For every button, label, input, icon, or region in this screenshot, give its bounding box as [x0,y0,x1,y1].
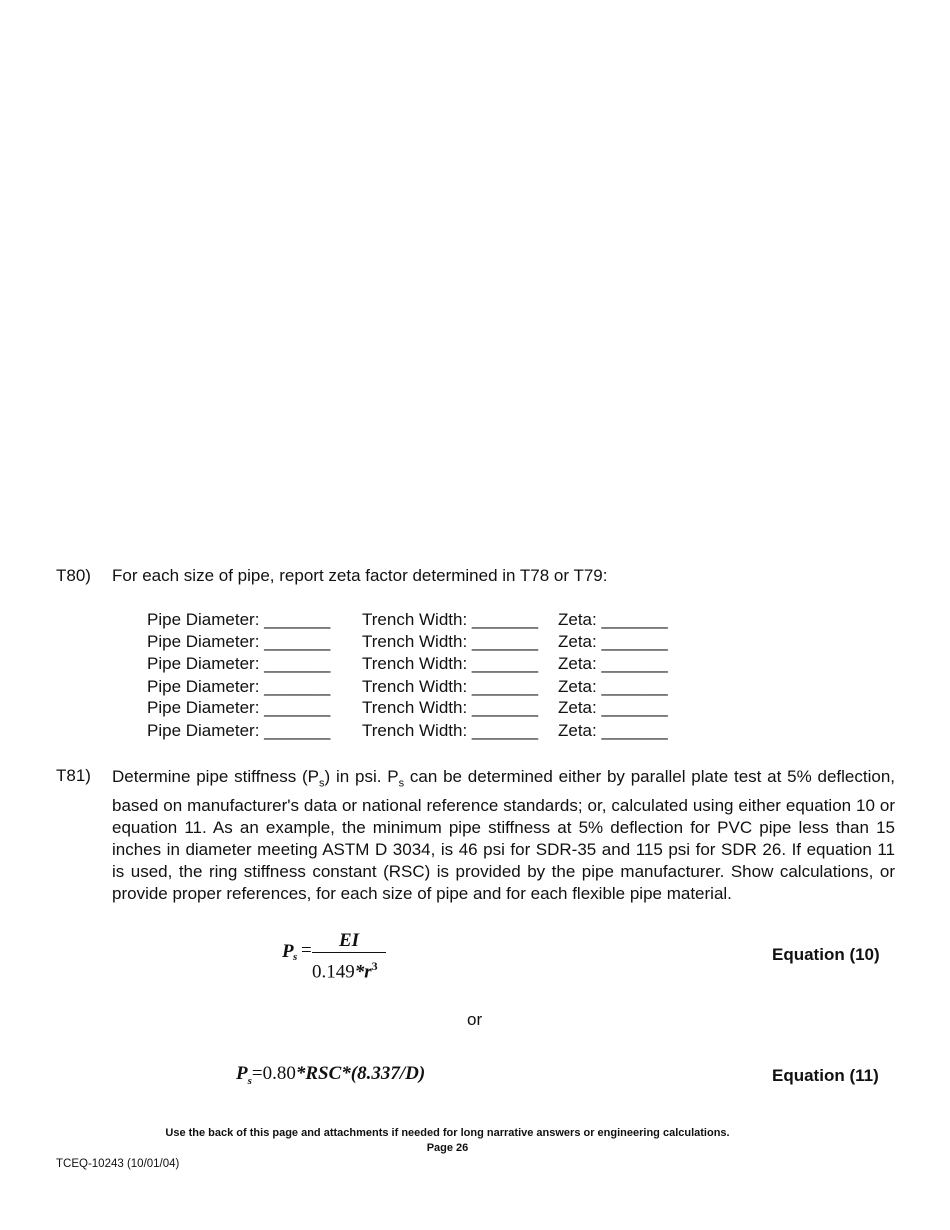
eq11-rsc: RSC [305,1063,342,1084]
eq10-den-var: r [364,961,372,983]
zeta-field: Zeta: _______ [558,721,668,740]
eq11-op2: * [341,1063,351,1084]
eq10-lhs-sub: s [293,951,298,963]
equation-10-label: Equation (10) [772,945,880,964]
eq11-op1: * [295,1063,306,1084]
eq10-denominator [312,959,378,983]
trench-width-field: Trench Width: _______ [362,698,539,717]
or-separator: or [467,1010,483,1029]
t81-intro-b: ) in psi. P [324,767,399,786]
zeta-field: Zeta: _______ [558,632,668,651]
trench-width-field: Trench Width: _______ [362,677,539,696]
document-id: TCEQ-10243 (10/01/04) [56,1158,180,1170]
question-text-t80: For each size of pipe, report zeta factor determined in T78 or T79: [112,566,608,585]
equation-11-label: Equation (11) [772,1066,879,1085]
eq10-numerator: EI [339,930,360,951]
pipe-diameter-field: Pipe Diameter: _______ [147,698,331,717]
pipe-diameter-field: Pipe Diameter: _______ [147,632,331,651]
pipe-diameter-field: Pipe Diameter: _______ [147,721,331,740]
pipe-diameter-field: Pipe Diameter: _______ [147,677,331,696]
fraction-bar [312,952,386,953]
eq11-paren: (8.337/D) [350,1063,426,1084]
zeta-field: Zeta: _______ [558,654,668,673]
t81-intro-sub: s [319,777,325,790]
eq10-den-num: 0.149 [312,961,355,983]
question-number-t80: T80) [56,566,91,585]
eq10-equals: = [301,940,312,961]
trench-width-field: Trench Width: _______ [362,654,539,673]
equation-10-formula [282,928,412,984]
t81-intro-a: Determine pipe stiffness (P [112,767,319,786]
question-text-t81 [112,766,895,906]
pipe-diameter-field: Pipe Diameter: _______ [147,654,331,673]
equation-11-formula [236,1063,425,1087]
footer-note: Use the back of this page and attachments if needed for long narrative answers or engineering calculations. [165,1127,730,1139]
eq11-lhs: P [236,1063,248,1084]
trench-width-field: Trench Width: _______ [362,721,539,740]
zeta-field: Zeta: _______ [558,677,668,696]
page-number: Page 26 [426,1142,469,1154]
zeta-field: Zeta: _______ [558,610,668,629]
question-number-t81: T81) [56,766,91,785]
eq10-lhs: P [282,941,294,962]
pipe-diameter-field: Pipe Diameter: _______ [147,610,331,629]
t81-intro-sub2: s [398,777,405,790]
eq11-const: =0.80 [251,1063,296,1084]
eq11-lhs-sub: s [247,1074,252,1087]
eq10-den-op: * [354,961,365,983]
eq10-den-exp: 3 [371,959,378,973]
trench-width-field: Trench Width: _______ [362,632,539,651]
zeta-field: Zeta: _______ [558,698,668,717]
trench-width-field: Trench Width: _______ [362,610,539,629]
t81-body: can be determined either by parallel plate test at 5% deflection, based on manufacturer's data or national reference standards; or, calculated using either equation 10 or equation 11. As an example, the minimum pipe stiffness at 5% deflection for PVC pipe less than 15 inches in diameter meeting ASTM D 3034, is 46 psi for SDR-35 and 115 psi for SDR 26. If equation 11 is used, the ring stiffness constant (RSC) is provided by the pipe manufacturer. Show calculations, or provide proper references, for each size of pipe and for each flexible pipe material. [112,767,895,904]
